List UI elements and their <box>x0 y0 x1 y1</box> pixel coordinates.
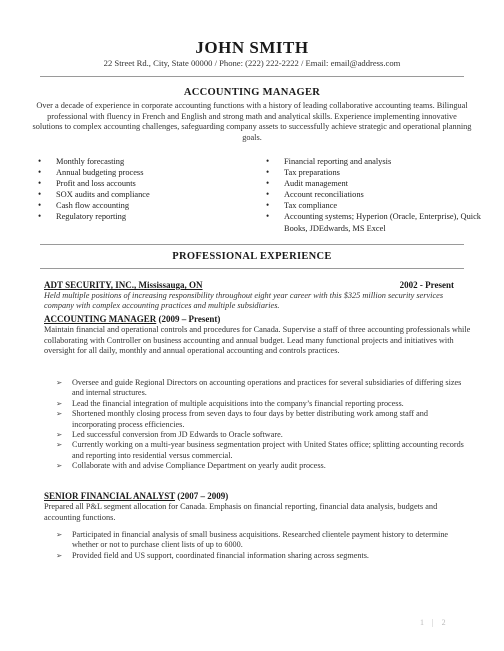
role-heading <box>44 314 220 324</box>
role-description: Maintain financial and operational controls and procedures for Canada. Supervise a staff of three accounting professionals while collaborating with Controller on business accounting and annual budget. Lead many functional projects and initiatives with oversight for all daily, monthly and annual operational accounting and controls practices. <box>44 325 471 356</box>
achievement-item: ➢ Currently working on a multi-year business segmentation project with United States office; splitting accounting records and reporting into residential versus commercial. <box>56 440 472 461</box>
company-description: Held multiple positions of increasing responsibility throughout eight year career with this $325 million security services company with complex accounting practices and multiple subsidiaries. <box>44 291 444 311</box>
skill-item: • Regulatory reporting <box>28 211 228 222</box>
skill-item: • Financial reporting and analysis <box>256 156 484 167</box>
achievement-item: ➢ Collaborate with and advise Compliance Department on yearly audit process. <box>56 461 472 471</box>
skill-item: • Accounting systems; Hyperion (Oracle, Enterprise), Quick Books, JDEdwards, MS Excel <box>256 211 484 233</box>
role-title: SENIOR FINANCIAL ANALYST <box>44 491 176 501</box>
skill-item: • Cash flow accounting <box>28 200 228 211</box>
skill-item: • Tax preparations <box>256 167 484 178</box>
achievement-item: ➢ Oversee and guide Regional Directors on accounting operations and practices for several subsidiaries of differing sizes and internal structures. <box>56 378 472 399</box>
achievement-item: ➢ Led successful conversion from JD Edwards to Oracle software. <box>56 430 472 440</box>
skills-list-left <box>28 156 228 223</box>
skill-item: • Audit management <box>256 178 484 189</box>
role-description: Prepared all P&L segment allocation for Canada. Emphasis on financial reporting, financial data analysis, budgets and accounting functions. <box>44 502 438 522</box>
divider <box>40 76 464 77</box>
page-number: 1 | 2 <box>420 618 449 627</box>
company-dates: 2002 - Present <box>399 280 454 290</box>
experience-title: PROFESSIONAL EXPERIENCE <box>172 251 332 262</box>
skills-list-right <box>256 156 484 234</box>
achievement-item: ➢ Participated in financial analysis of small business acquisitions. Researched clientele payment history to determine whether or not to purchase client lists of up to 6000. <box>56 530 472 551</box>
candidate-name: JOHN SMITH <box>195 38 309 57</box>
skill-item: • Monthly forecasting <box>28 156 228 167</box>
achievement-item: ➢ Shortened monthly closing process from seven days to four days by better distributing work among staff and incorporating process efficiencies. <box>56 409 472 430</box>
skill-item: • Account reconciliations <box>256 189 484 200</box>
role-dates: (2009 – Present) <box>156 314 221 324</box>
role-heading <box>44 491 228 501</box>
skill-item: • Profit and loss accounts <box>28 178 228 189</box>
role-title: ACCOUNTING MANAGER <box>44 314 157 324</box>
summary-text: Over a decade of experience in corporate accounting functions with a history of leading collaborative accounting teams. Bilingual professional with fluency in French and English and strong math and analytical skills. Experience implementing innovative solutions to complex accounting challenges, safeguarding company assets to successfully achieve strategic and operational planning goals. <box>32 101 472 142</box>
summary-title: ACCOUNTING MANAGER <box>183 87 321 98</box>
role-achievements <box>56 530 472 561</box>
skill-item: • Tax compliance <box>256 200 484 211</box>
role-dates: (2007 – 2009) <box>175 491 229 501</box>
skill-item: • SOX audits and compliance <box>28 189 228 200</box>
skill-item: • Annual budgeting process <box>28 167 228 178</box>
contact-line: 22 Street Rd., City, State 00000 / Phone: (222) 222-2222 / Email: email@address.com <box>103 58 401 68</box>
divider <box>40 268 464 269</box>
divider <box>40 244 464 245</box>
achievement-item: ➢ Lead the financial integration of multiple acquisitions into the company’s financial reporting process. <box>56 399 472 409</box>
achievement-item: ➢ Provided field and US support, coordinated financial information sharing across segments. <box>56 551 472 561</box>
company-row <box>44 280 454 290</box>
role-achievements <box>56 378 472 472</box>
company-name: ADT SECURITY, INC., Mississauga, ON <box>44 280 203 290</box>
